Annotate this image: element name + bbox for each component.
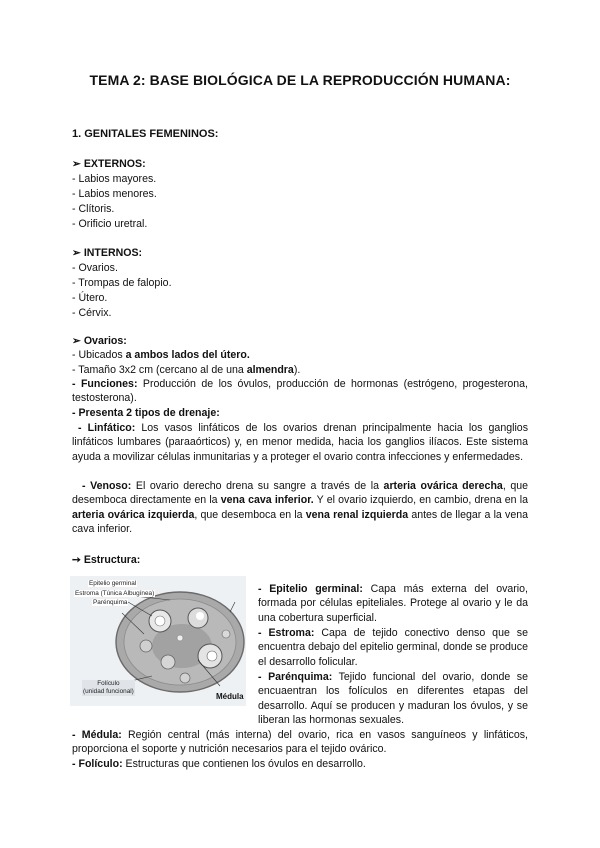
list-item: - Clítoris.: [72, 203, 115, 215]
label-foliculo: Folículo (unidad funcional): [83, 680, 134, 695]
ovarios-tamano: - Tamaño 3x2 cm (cercano al de una almendra).: [72, 364, 301, 376]
ovarios-linfatico: - Linfático: Los vasos linfáticos de los ovarios drenan principalmente hacia los ganglios linfáticos lumbares (paraaórticos) y, en menor medida, hacia los ganglios ilíacos. Este sistema ayuda a movilizar células inmunitarias y a proteger el ovario contra infecciones y enfermedades.: [72, 422, 528, 463]
ovarios-heading: ➢ Ovarios:: [72, 335, 127, 347]
ovarios-drenaje-heading: - Presenta 2 tipos de drenaje:: [72, 407, 220, 419]
ovarios-ubicados: - Ubicados a ambos lados del útero.: [72, 349, 250, 361]
estructura-estroma: - Estroma: Capa de tejido conectivo denso que se encuentra debajo del epitelio germinal, donde se produce el desarrollo folicular.: [258, 627, 528, 668]
label-medula: Médula: [216, 692, 244, 701]
section-heading-genitales-femeninos: 1. GENITALES FEMENINOS:: [72, 128, 219, 140]
label-estroma: Estroma (Túnica Albugínea): [75, 590, 155, 597]
list-item: - Orificio uretral.: [72, 218, 148, 230]
ovarios-funciones: - Funciones: Producción de los óvulos, producción de hormonas (estrógeno, progesterona, testosterona).: [72, 378, 528, 405]
list-item: - Trompas de falopio.: [72, 277, 172, 289]
estructura-parenquima: - Parénquima: Tejido funcional del ovario, donde se encuaentran los folículos en diferentes etapas del desarrollo. Aquí se producen y maduran los óvulos, y se liberan las hormonas sexuales.: [258, 671, 529, 727]
externos-heading: ➢ EXTERNOS:: [72, 158, 146, 170]
estructura-heading: ➙ Estructura:: [72, 554, 141, 566]
estructura-medula: - Médula: Región central (más interna) del ovario, rica en vasos sanguíneos y linfáticos, proporciona el soporte y nutrición necesarios para el tejido ovárico.: [72, 729, 528, 756]
list-item: - Ovarios.: [72, 262, 118, 274]
page-title: TEMA 2: BASE BIOLÓGICA DE LA REPRODUCCIÓN HUMANA:: [89, 72, 511, 88]
ovarios-venoso: - Venoso: El ovario derecho drena su sangre a través de la arteria ovárica derecha, que desemboca directamente en la vena cava inferior. Y el ovario izquierdo, en cambio, drena en la arteria ovárica izquierda, que desemboca en la vena renal izquierda antes de llegar a la vena cava inferior.: [72, 480, 528, 536]
list-item: - Labios mayores.: [72, 173, 157, 185]
list-item: - Labios menores.: [72, 188, 157, 200]
estructura-foliculo: - Folículo: Estructuras que contienen los óvulos en desarrollo.: [72, 758, 366, 770]
label-parenquima: Parénquima: [93, 599, 128, 606]
label-epitelio-germinal: Epitelio germinal: [89, 580, 137, 587]
list-item: - Útero.: [72, 292, 108, 304]
estructura-epitelio: - Epitelio germinal: Capa más externa del ovario, formada por células epiteliales. Protege al ovario y le da una cobertura superficial.: [258, 583, 528, 624]
ovary-diagram: [70, 576, 246, 706]
list-item: - Cérvix.: [72, 307, 112, 319]
internos-heading: ➢ INTERNOS:: [72, 247, 143, 259]
